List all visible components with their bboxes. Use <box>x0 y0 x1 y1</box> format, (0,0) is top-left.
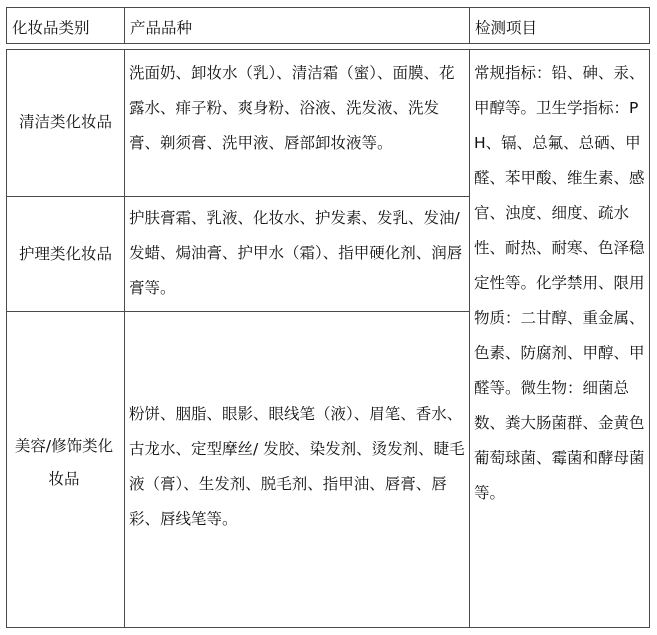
header-products: 产品品种 <box>130 19 193 37</box>
cosmetics-test-table <box>6 7 650 628</box>
row-cleansing-products: 洗面奶、卸妆水（乳）、清洁霜（蜜）、面膜、花露水、痱子粉、爽身粉、浴液、洗发液、洗发膏、剃须膏、洗甲液、唇部卸妆液等。 <box>129 64 455 152</box>
row-care-category: 护理类化妆品 <box>18 245 112 263</box>
header-tests-cell <box>469 7 650 44</box>
row-cleansing-products-cell <box>124 49 470 197</box>
tests-cell <box>469 49 650 628</box>
row-care-products: 护肤膏霜、乳液、化妆水、护发素、发乳、发油/发蜡、焗油膏、护甲水（霜）、指甲硬化剂、润唇膏等。 <box>129 209 463 297</box>
header-category: 化妆品类别 <box>12 19 90 37</box>
header-category-cell <box>6 7 125 44</box>
header-tests: 检测项目 <box>475 19 538 37</box>
row-makeup-products: 粉饼、胭脂、眼影、眼线笔（液）、眉笔、香水、古龙水、定型摩丝/ 发胶、染发剂、烫发剂、睫毛液（膏）、生发剂、脱毛剂、指甲油、唇膏、唇彩、唇线笔等。 <box>129 405 465 528</box>
row-makeup-category: 美容/修饰类化妆品 <box>14 437 114 488</box>
row-cleansing-category-cell <box>6 49 125 197</box>
tests-list: 常规指标：铅、砷、汞、甲醇等。卫生学指标：PH、镉、总氟、总硒、甲醛、苯甲酸、维生素、感官、浊度、细度、疏水性、耐热、耐寒、色泽稳定性等。化学禁用、限用物质：二甘醇、重金属、色素、防腐剂、甲醇、甲醛等。微生物：细菌总数、粪大肠菌群、金黄色葡萄球菌、霉菌和酵母菌等。 <box>474 64 645 502</box>
row-cleansing-category: 清洁类化妆品 <box>18 113 112 131</box>
row-makeup-category-cell <box>6 311 125 628</box>
header-products-cell <box>124 7 470 44</box>
row-makeup-products-cell <box>124 311 470 628</box>
row-care-products-cell <box>124 196 470 312</box>
row-care-category-cell <box>6 196 125 312</box>
